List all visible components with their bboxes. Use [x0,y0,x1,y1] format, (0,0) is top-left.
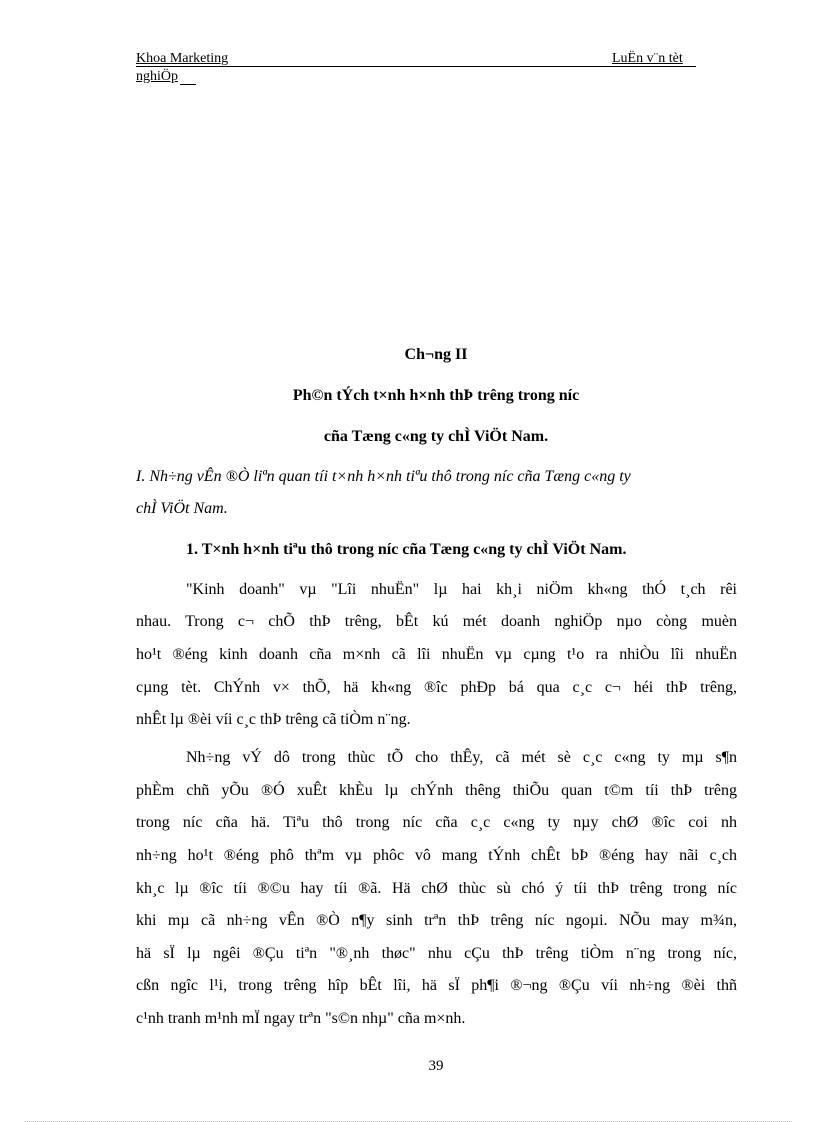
header-rule [136,66,696,67]
paragraph-line: cßn ngîc l¹i, trong trêng hîp bÊt lîi, hä sÏ ph¶i ®¬ng ®Çu víi nh÷ng ®èi thñ [136,977,737,994]
header-thesis-continuation: nghiÖp [136,69,178,84]
paragraph-line: nhÊt lµ ®èi víi c¸c thÞ trêng cã tiÒm n¨ng. [136,711,411,728]
paragraph-line: ho¹t ®éng kinh doanh cña m×nh cã lîi nhuËn vµ cµng t¹o ra nhiÒu lîi nhuËn [136,646,737,663]
paragraph-line: phÈm chñ yÕu ®Ó xuÊt khÈu lµ chÝnh thêng thiÕu quan t©m tíi thÞ trêng [136,782,737,799]
page-number: 39 [428,1058,444,1074]
paragraph-line: trong níc cña hä. Tiªu thô trong níc cña c¸c c«ng ty nµy chØ ®îc coi nh [136,814,737,831]
paragraph-line: kh¸c lµ ®îc tíi ®©u hay tíi ®ã. Hä chØ thùc sù chó ý tíi thÞ trêng trong níc [136,880,737,897]
paragraph-line: c¹nh tranh m¹nh mÏ ngay trªn "s©n nhµ" cña m×nh. [136,1010,466,1027]
header-thesis-label: LuËn v¨n tèt [612,51,683,66]
header-faculty: Khoa Marketing [136,51,229,66]
chapter-title-line-2: cña Tæng c«ng ty chÌ ViÖt Nam. [323,428,549,445]
chapter-title-line-1: Ph©n tÝch t×nh h×nh thÞ trêng trong níc [292,387,580,404]
paragraph-line: hä sÏ lµ ngêi ®Çu tiªn "®¸nh thøc" nhu cÇu thÞ trêng tiÒm n¨ng trong níc, [136,945,737,962]
paragraph-line: khi mµ cã nh÷ng vÊn ®Ò n¶y sinh trªn thÞ trêng níc ngoµi. NÕu may m¾n, [136,912,737,929]
section-heading: 1. T×nh h×nh tiªu thô trong níc cña Tæng c«ng ty chÌ ViÖt Nam. [186,541,627,558]
subheading-line-1: I. Nh÷ng vÊn ®Ò liªn quan tíi t×nh h×nh tiªu thô trong níc cña Tæng c«ng ty [136,468,631,485]
paragraph-line: nhau. Trong c¬ chÕ thÞ trêng, bÊt kú mét doanh nghiÖp nµo còng muèn [136,613,737,630]
subheading-line-2: chÌ ViÖt Nam. [136,500,228,517]
paragraph-line: "Kinh doanh" vµ "Lîi nhuËn" lµ hai kh¸i niÖm kh«ng thÓ t¸ch rêi [186,581,737,598]
header-continuation-rule [180,84,196,85]
paragraph-line: nh÷ng ho¹t ®éng phô thªm vµ phôc vô mang tÝnh chÊt bÞ ®éng hay nãi c¸ch [136,847,737,864]
page-bottom-border [24,1121,792,1122]
paragraph-line: cµng tèt. ChÝnh v× thÕ, hä kh«ng ®îc phÐp bá qua c¸c c¬ héi thÞ trêng, [136,679,737,696]
paragraph-line: Nh÷ng vÝ dô trong thùc tÕ cho thÊy, cã mét sè c¸c c«ng ty mµ s¶n [186,749,737,766]
chapter-number: Ch¬ng II [404,346,468,363]
